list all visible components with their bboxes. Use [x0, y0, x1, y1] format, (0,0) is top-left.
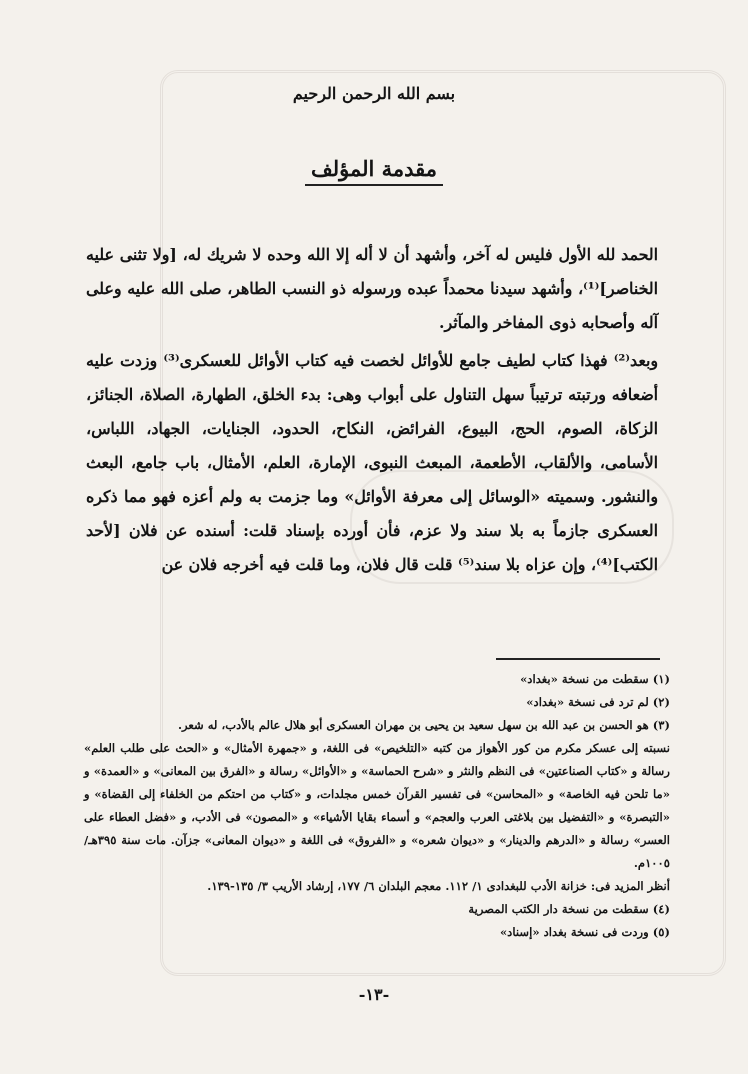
title-text: مقدمة المؤلف [305, 156, 443, 186]
paragraph-1: الحمد لله الأول فليس له آخر، وأشهد أن لا أله إلا الله وحده لا شريك له، [ولا تثنى عليه الخناصر]⁽¹⁾، وأشهد سيدنا محمداً عبده ورسوله ذو النسب الطاهر، صلى الله عليه وعلى آله وأصحابه ذوى المفاخر والمآثر. [86, 245, 658, 332]
main-text [86, 238, 658, 582]
footnote-3-references: أنظر المزيد فى: خزانة الأدب للبغدادى ١/ ١١٢. معجم البلدان ٦/ ١٧٧، إرشاد الأريب ٣/ ١٣٥-١٣٩. [207, 879, 670, 893]
footnote-4: (٤) سقطت من نسخة دار الكتب المصرية [468, 902, 670, 916]
footnote-2: (٢) لم ترد فى نسخة «بغداد» [526, 695, 670, 709]
paragraph-2: وبعد⁽²⁾ فهذا كتاب لطيف جامع للأوائل لخصت فيه كتاب الأوائل للعسكرى⁽³⁾ وزدت عليه أضعافه ورتبته ترتيباً سهل التناول على أبواب وهى: بدء الخلق، الطهارة، الصلاة، الجنائز، الزكاة، الصوم، الحج، البيوع، الفرائض، النكاح، الحدود، الجنايات، الجهاد، اللباس، الأسامى، والألقاب، الأطعمة، المبعث النبوى، الإمارة، العلم، الأمثال، باب جامع، البعث والنشور. وسميته «الوسائل إلى معرفة الأوائل» وما جزمت به ولم أعزه فهو مما ذكره العسكرى جازماً به بلا سند ولا عزم، فأن أورده بإسناد قلت: أسنده عن فلان [لأحد الكتب]⁽⁴⁾، وإن عزاه بلا سند⁽⁵⁾ قلت قال فلان، وما قلت فيه أخرجه فلان عن [86, 351, 658, 574]
basmala: بسم الله الرحمن الرحيم [292, 84, 456, 103]
footnotes [84, 668, 670, 944]
footnote-5: (٥) وردت فى نسخة بغداد «إسناد» [499, 925, 670, 939]
footnote-3: (٣) هو الحسن بن عبد الله بن سهل سعيد بن يحيى بن مهران العسكرى أبو هلال عالم بالأدب، له شعر. [177, 718, 670, 732]
page-title [0, 156, 748, 181]
footnote-3-continued: نسبته إلى عسكر مكرم من كور الأهواز من كتبه «التلخيص» فى اللغة، و «جمهرة الأمثال» و «الحث على طلب العلم» رسالة و «كتاب الصناعتين» فى النظم والنثر و «شرح الحماسة» و «الأوائل» رسالة و «الفرق بين المعانى» و «العمدة» و «ما تلحن فيه الخاصة» و «المحاسن» فى تفسير القرآن خمس مجلدات، و «كتاب من احتكم من الخلفاء إلى القضاة» و «التبصرة» و «التفضيل بين بلاغتى العرب والعجم» و أسماء بقايا الأشياء» و «المصون» فى الأدب، و «فضل العطاء على العسر» رسالة و «الدرهم والدينار» و «ديوان شعره» و «الفروق» فى اللغة و «ديوان المعانى» جزآن. مات سنة ٣٩٥هـ/١٠٠٥م. [84, 741, 670, 870]
footnote-separator [496, 658, 660, 660]
page-number: -١٣- [358, 985, 390, 1004]
footnote-1: (١) سقطت من نسخة «بغداد» [520, 672, 670, 686]
